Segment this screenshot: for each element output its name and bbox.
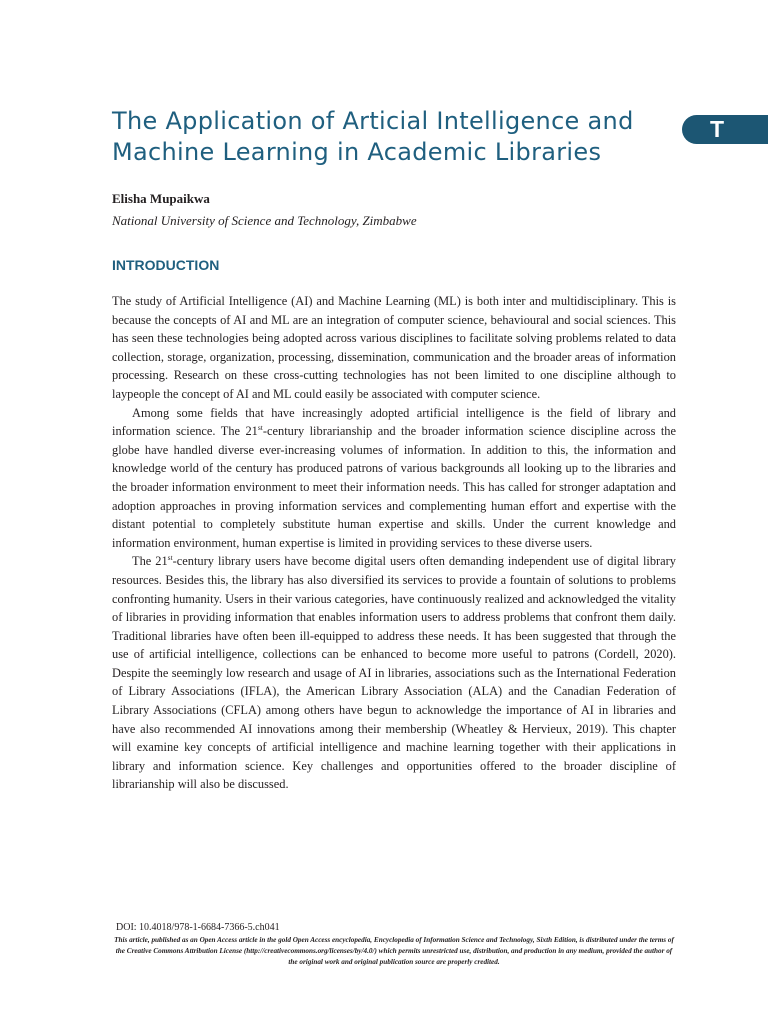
chapter-title: The Application of Articial Intelligence and Machine Learning in Academic Libraries: [112, 107, 634, 166]
doi-line: DOI: 10.4018/978-1-6684-7366-5.ch041: [116, 922, 280, 933]
section-letter: T: [710, 116, 725, 142]
license-notice: This article, published as an Open Access article in the gold Open Access encyclopedia, Encyclopedia of Information Science and Technology, Sixth Edition, is distributed under the terms of the Creative Commons Attribution License (http://creativecommons.org/licenses/by/4.0/) which permits unrestricted use, distribution, and production in any medium, provided the author of the original work and original publication source are properly credited.: [114, 936, 674, 966]
section-heading: INTRODUCTION: [112, 257, 220, 273]
paragraph: Among some fields that have increasingly adopted artificial intelligence is the field of library and information science. The 21st-century librarianship and the broader information science discipline across the globe have handled diverse ever-increasing volumes of information. In addition to this, the information and knowledge world of the century has produced patrons of various backgrounds all looking up to the libraries and the broader information environment to meet their information needs. This has called for stronger adaptation and adoption approaches in proving information services and complementing human effort and expertise with the distant potential to completely substitute human expertise and skills. Under the current knowledge and information environment, human expertise is limited in providing services to these diverse users.: [112, 405, 676, 550]
section-letter-tab: [682, 115, 768, 144]
paragraph: The 21st-century library users have become digital users often demanding independent use of digital library resources. Besides this, the library has also diversified its services to provide a fountain of solutions to problems confronting humanity. Users in their various categories, have continuously realized and acknowledged the vitality of libraries in providing information that enables information users to address problems that confront them daily. Traditional libraries have often been ill-equipped to address these needs. It has been suggested that through the use of artificial intelligence, collections can be enhanced to become more useful to patrons (Cordell, 2020). Despite the seemingly low research and usage of AI in libraries, associations such as the International Federation of Library Associations (IFLA), the American Library Association (ALA) and the Canadian Federation of Library Associations (CFLA) among others have begun to acknowledge the importance of AI in libraries and have also recommended AI innovations among their membership (Wheatley & Hervieux, 2019). This chapter will examine key concepts of artificial intelligence and machine learning together with their applications in library and information science. Key challenges and opportunities offered to the broader discipline of librarianship will also be discussed.: [112, 553, 676, 792]
ordinal-suffix: st: [167, 553, 173, 563]
author-name: Elisha Mupaikwa: [112, 191, 210, 206]
paragraph: The study of Artificial Intelligence (AI) and Machine Learning (ML) is both inter and multidisciplinary. This is because the concepts of AI and ML are an integration of computer science, behavioural and social sciences. This has seen these technologies being adopted across various disciplines to facilitate solving problems related to data collection, storage, organization, processing, dissemination, communication and the broader areas of information processing. Research on these cross-cutting technologies has not been limited to one discipline although to laypeople the concept of AI and ML could easily be associated with computer science.: [112, 294, 676, 401]
ordinal-suffix: st: [257, 423, 263, 433]
author-affiliation: National University of Science and Technology, Zimbabwe: [112, 213, 417, 228]
body-text: [112, 292, 676, 794]
